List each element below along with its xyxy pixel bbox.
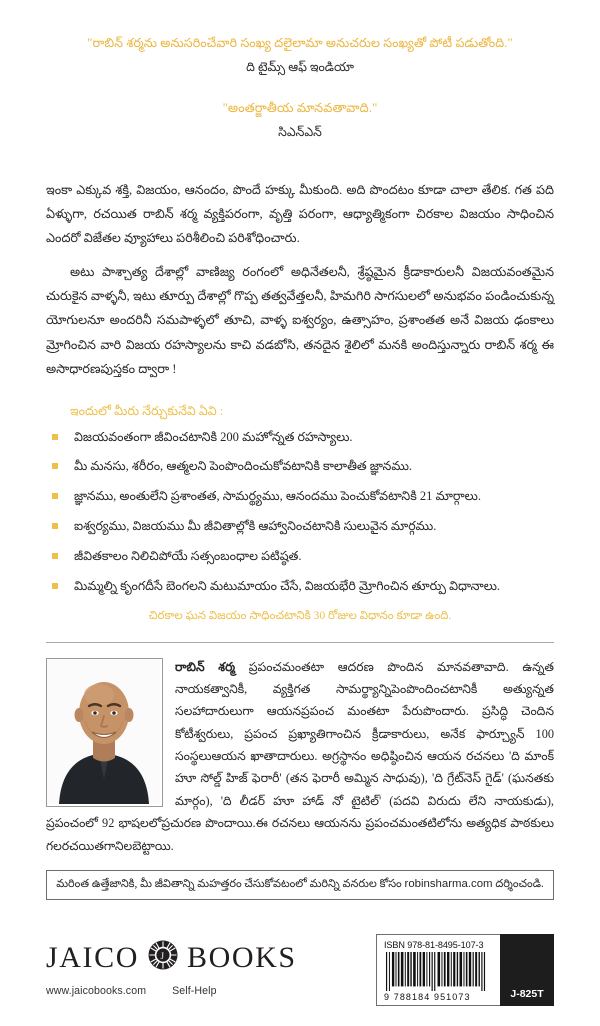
description-paragraph-2: అటు పాశ్చాత్య దేశాల్లో వాణిజ్య రంగంలో అధినేతలనీ, శ్రేష్ఠమైన క్రీడాకారులనీ విజయవంతమైన చురుకైన వాళ్ళనీ, ఇటు తూర్పు దేశాల్లో గొప్ప తత్వవేత్తలనీ, హిమగిరి సాగసులలో అనుభవం పండించుకున్న యోగులనూ అందరినీ సమపాళ్ళలో తూచి, వాళ్ళ ఐశ్వర్యం, ఉత్సాహం, ప్రశాంతత అనే విజయ ఢంకాలు మ్రోగించిన వారి విజయ రహస్యాలను కాచి వడబోసి, తనదైన శైలిలో మనకి అందిస్తున్నారు రాబిన్ శర్మ ఈ అసాధారణపుస్తకం ద్వారా ! — [46, 264, 554, 377]
book-category: Self-Help — [172, 985, 217, 998]
praise-section — [46, 0, 554, 142]
publisher-block — [46, 940, 297, 997]
section-divider — [46, 642, 554, 643]
website-callout-suffix: దర్శించండి. — [492, 877, 544, 890]
learn-list-heading: ఇందులో మీరు నేర్చుకునేవి ఏవి : — [70, 403, 224, 418]
publisher-word-jaico: JAICO — [46, 941, 140, 975]
website-link[interactable]: robinsharma.com — [404, 877, 493, 890]
barcode-digits-right: 951073 — [433, 992, 471, 1003]
jaico-emblem-icon — [148, 940, 178, 976]
barcode-bars — [384, 952, 493, 991]
list-item: విజయవంతంగా జీవించటానికి 200 మహోన్నత రహస్యాలు. — [46, 428, 554, 447]
list-item: జీవితకాలం నిలిచిపోయే సత్సంబంధాల పటిష్ఠత. — [46, 547, 554, 566]
barcode-digit-prefix: 9 — [384, 992, 391, 1003]
barcode-card — [376, 934, 500, 1006]
author-name: రాబిన్ శర్మ — [175, 659, 236, 674]
internal-code-box: J-825T — [500, 934, 554, 1006]
barcode-digits — [384, 992, 493, 1002]
list-item: జ్ఞానము, అంతులేని ప్రశాంతత, సామర్థ్యము, ఆనందము పెంచుకోవటానికి 21 మార్గాలు. — [46, 487, 554, 506]
publisher-word-books: BOOKS — [187, 941, 297, 975]
publisher-website[interactable]: www.jaicobooks.com — [46, 985, 147, 998]
barcode-block — [376, 934, 554, 1006]
list-item: మీ మనసు, శరీరం, ఆత్మలని పెంపొందించుకోవటానికి కాలాతీత జ్ఞానము. — [46, 457, 554, 476]
description-paragraph-1: ఇంకా ఎక్కువ శక్తి, విజయం, ఆనందం, పొందే హక్కు మీకుంది. అది పొందటం కూడా చాలా తేలిక. గత పది ఏళ్ళుగా, రచయిత రాబిన్ శర్మ వ్యక్తిపరంగా, వృత్తి పరంగా, ఆధ్యాత్మికంగా చిరకాల విజయం సాధించిన ఎందరో విజేతల వ్యూహాలు పరిశీలించి పరిశోధించారు. — [46, 182, 554, 246]
praise-quote-2: "అంతర్జాతీయ మానవతావాది." — [222, 100, 378, 115]
footer-section — [46, 934, 554, 1026]
praise-quote-1: "రాబిన్ శర్మను అనుసరించేవారి సంఖ్య దలైలామా అనుచరుల సంఖ్యతో పోటీ పడుతోంది." — [87, 36, 513, 50]
description-section — [46, 178, 554, 382]
barcode-digits-left: 788184 — [393, 992, 431, 1003]
author-bio-text: ప్రపంచమంతటా ఆదరణ పొందిన మానవతావాది. ఉన్నత నాయకత్వానికీ, వ్యక్తిగత సామర్థ్యాన్నిపెంపొందించటానికీ అత్యున్నత సలహాదారులుగా ఆయనప్రపంచ మంతటా పేరుపొందారు. ప్రసిద్ధి చెందిన కోటీశ్వరులు, ప్రపంచ ప్రఖ్యాతిగాంచిన క్రీడాకారులు, అనేక ఫార్చ్యూన్ 100 సంస్థలుఆయన ఖాతాదారులు. అగ్రస్థానం అధిష్ఠించిన ఆయన రచనలు 'ది మాంక్ హూ సోల్డ్ హిజ్ ఫెరారీ' (తన ఫెరారీ అమ్మిన సాధువు), 'ది గ్రేట్‌నెస్ గైడ్' (ఘనతకు మార్గం), 'ది లీడర్ హూ హాడ్ నో టైటిల్' (పదవి విరుదు లేని నాయకుడు), ప్రపంచంలో 92 భాషలలోప్రచురణ పొందాయి.ఈ రచనలు ఆయనను ప్రపంచమంతటిలోను అత్యధిక పాఠకులు గలరచయితగానిలబెట్టాయి. — [46, 659, 554, 853]
isbn-text: ISBN 978-81-8495-107-3 — [384, 940, 484, 951]
learn-list — [46, 428, 554, 597]
praise-source-1: ది టైమ్స్ ఆఫ్ ఇండియా — [246, 60, 354, 75]
website-callout-prefix: మరింత ఉత్తేజానికి, మీ జీవితాన్ని మహత్తరం చేసుకోవటంలో మరిన్ని వనరుల కోసం — [56, 877, 405, 890]
author-photo — [46, 658, 163, 807]
list-item: ఐశ్వర్యము, విజయము మీ జీవితాల్లోకి ఆహ్వానించటానికి సులువైన మార్గము. — [46, 517, 554, 536]
website-callout-box — [46, 870, 554, 900]
list-item: మిమ్మల్ని కృంగదీసే బెంగలని మటుమాయం చేసే, విజయభేరి మ్రోగించిన తూర్పు విధానాలు. — [46, 577, 554, 596]
learn-list-footnote: చిరకాల ఘన విజయం సాధించటానికి 30 రోజుల విధానం కూడా ఉంది. — [148, 609, 452, 623]
svg-text:J: J — [160, 951, 166, 962]
praise-source-2: సిఎన్ఎన్ — [278, 125, 322, 140]
publisher-meta — [46, 985, 297, 997]
author-portrait-illustration — [47, 659, 160, 804]
author-section — [46, 656, 554, 857]
publisher-logo — [46, 940, 297, 976]
